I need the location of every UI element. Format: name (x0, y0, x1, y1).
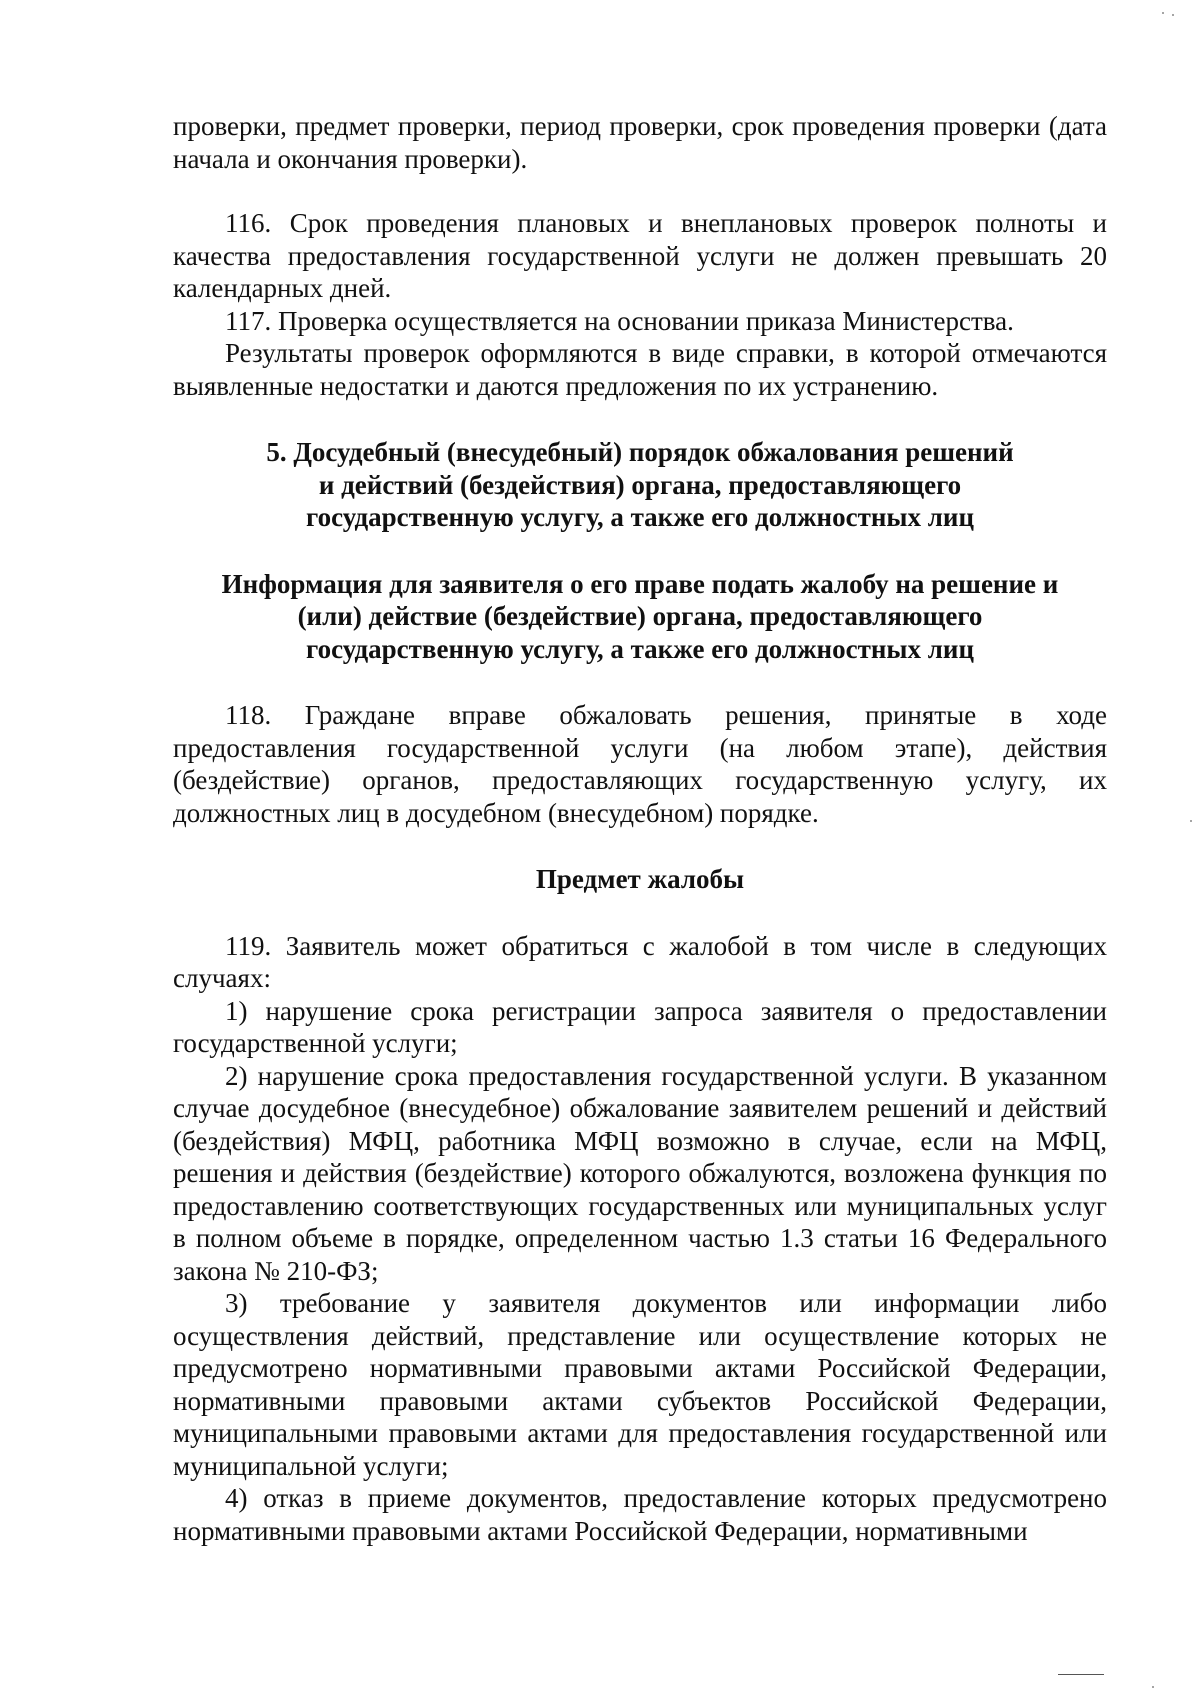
info-heading (173, 568, 1107, 666)
list-item-4: 4) отказ в приеме документов, предоставление которых предусмотрено нормативными правовыми актами Российской Федерации, нормативными (173, 1483, 1107, 1546)
spacer (173, 175, 1107, 207)
scan-artifact (1152, 1686, 1154, 1688)
heading-line: Информация для заявителя о его праве подать жалобу на решение и (221, 568, 1059, 599)
spacer (173, 829, 1107, 863)
heading-line: государственную услугу, а также его должностных лиц (305, 502, 974, 532)
spacer (173, 534, 1107, 568)
spacer (173, 665, 1107, 699)
paragraph-117-results: Результаты проверок оформляются в виде справки, в которой отмечаются выявленные недостатки и даются предложения по их устранению. (173, 338, 1107, 401)
scan-artifact (1172, 14, 1174, 16)
paragraph-119: 119. Заявитель может обратиться с жалобой в том числе в следующих случаях: (173, 930, 1107, 993)
subject-heading: Предмет жалобы (535, 864, 745, 894)
section-5-heading (173, 436, 1107, 534)
heading-line: и действий (бездействия) органа, предоставляющего (318, 469, 962, 500)
document-body (173, 110, 1107, 1547)
list-item-2: 2) нарушение срока предоставления государственной услуги. В указанном случае досудебное (внесудебное) обжалование заявителем решений и действий (бездействия) МФЦ, работника МФЦ возможно в случае, если на МФЦ, решения и действия (бездействие) которого обжалуются, возложена функция по предоставлению соответствующих государственных или муниципальных услуг в полном объеме в порядке, определенном частью 1.3 статьи 16 Федерального закона № 210-ФЗ; (173, 1060, 1107, 1286)
spacer (173, 402, 1107, 436)
heading-line: 5. Досудебный (внесудебный) порядок обжалования решений (266, 437, 1014, 467)
paragraph-continuation: проверки, предмет проверки, период проверки, срок проведения проверки (дата начала и окончания проверки). (173, 111, 1107, 174)
heading-line: государственную услугу, а также его должностных лиц (305, 633, 974, 664)
list-item-3: 3) требование у заявителя документов или информации либо осуществления действий, представление или осуществление которых не предусмотрено нормативными правовыми актами Российской Федерации, нормативными правовыми актами субъектов Российской Федерации, муниципальными правовыми актами для предоставления государственной или муниципальной услуги; (173, 1288, 1107, 1481)
paragraph-116: 116. Срок проведения плановых и внеплановых проверок полноты и качества предоставления государственной услуги не должен превышать 20 календарных дней. (173, 208, 1107, 303)
heading-line: (или) действие (бездействие) органа, предоставляющего (297, 601, 983, 631)
spacer (173, 896, 1107, 930)
paragraph-118: 118. Граждане вправе обжаловать решения, принятые в ходе предоставления государственной услуги (на любом этапе), действия (бездействие) органов, предоставляющих государственную услугу, их должностных лиц в досудебном (внесудебном) порядке. (173, 700, 1107, 828)
list-item-1: 1) нарушение срока регистрации запроса заявителя о предоставлении государственной услуги; (173, 995, 1107, 1058)
scan-artifact (1190, 820, 1192, 822)
footer-rule (1058, 1674, 1104, 1675)
scan-artifact (1162, 12, 1164, 14)
paragraph-117: 117. Проверка осуществляется на основании приказа Министерства. (225, 305, 1014, 336)
